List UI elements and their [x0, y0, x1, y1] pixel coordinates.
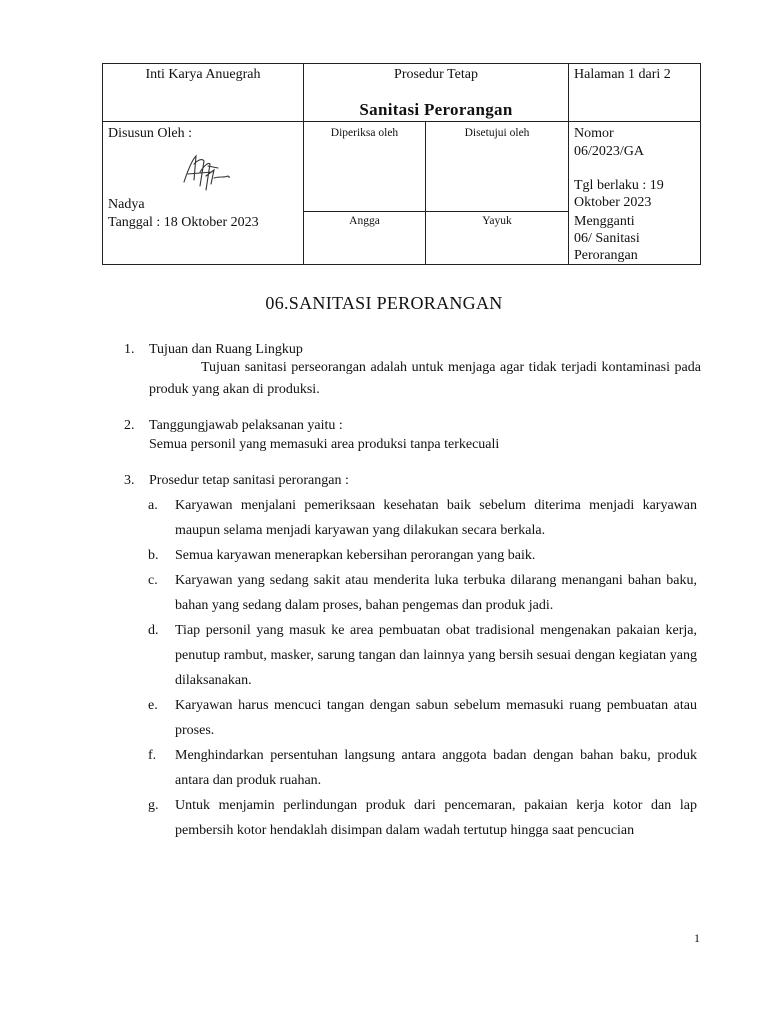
page-info: Halaman 1 dari 2	[574, 67, 671, 82]
list-item: Karyawan yang sedang sakit atau menderita luka terbuka dilarang menangani bahan baku, bahan yang sedang dalam proses, bahan pengemas dan produk jadi.	[175, 573, 697, 613]
doc-type: Prosedur Tetap	[394, 67, 478, 82]
prepared-date: Tanggal : 18 Oktober 2023	[108, 215, 259, 230]
list-item-marker: f.	[148, 748, 157, 763]
page-title: 06.SANITASI PERORANGAN	[265, 293, 503, 313]
list-item-marker: g.	[148, 798, 159, 813]
approved-by-name: Yayuk	[482, 215, 512, 227]
section-heading: Tujuan dan Ruang Lingkup	[149, 342, 303, 357]
table-col-divider	[303, 63, 304, 265]
table-border-top	[102, 63, 701, 64]
section-body: Semua personil yang memasuki area produksi tanpa terkecuali	[149, 437, 500, 452]
section-heading: Tanggungjawab pelaksanan yaitu :	[149, 418, 343, 433]
replaces-line2: 06/ Sanitasi	[574, 231, 640, 246]
table-border-left	[102, 63, 103, 265]
list-item: Semua karyawan menerapkan kebersihan perorangan yang baik.	[175, 548, 536, 563]
table-row-divider	[102, 121, 701, 122]
company-name: Inti Karya Anuegrah	[145, 67, 261, 82]
list-item-marker: e.	[148, 698, 158, 713]
list-item: Untuk menjamin perlindungan produk dari pencemaran, pakaian kerja kotor dan lap pembersih kotor hendaklah disimpan dalam wadah tertutup hingga saat pencucian	[175, 798, 697, 838]
list-item: Karyawan menjalani pemeriksaan kesehatan baik sebelum diterima menjadi karyawan maupun selama menjadi karyawan yang dilakukan secara berkala.	[175, 498, 697, 538]
table-col-divider	[425, 121, 426, 265]
number-value: 06/2023/GA	[574, 144, 644, 159]
prepared-by-label: Disusun Oleh :	[108, 126, 192, 141]
table-border-right	[700, 63, 701, 265]
replaces-line3: Perorangan	[574, 248, 638, 263]
list-item: Karyawan harus mencuci tangan dengan sabun sebelum memasuki ruang pembuatan atau proses.	[175, 698, 697, 738]
approved-by-label: Disetujui oleh	[464, 127, 530, 139]
checked-by-label: Diperiksa oleh	[330, 127, 399, 139]
table-inner-divider	[303, 211, 569, 212]
table-col-divider	[568, 63, 569, 265]
doc-title: Sanitasi Perorangan	[359, 100, 513, 119]
list-item: Tiap personil yang masuk ke area pembuatan obat tradisional mengenakan pakaian kerja, penutup rambut, masker, sarung tangan dan lainnya yang bersih sesuai dengan kegiatan yang dilaksanakan.	[175, 623, 697, 688]
prepared-by-name: Nadya	[108, 197, 145, 212]
page-number: 1	[694, 931, 700, 945]
replaces-line1: Mengganti	[574, 214, 635, 229]
section-body: Tujuan sanitasi perseorangan adalah untuk menjaga agar tidak terjadi kontaminasi pada produk yang akan di produksi.	[149, 360, 701, 397]
list-item-marker: d.	[148, 623, 159, 638]
section-heading: Prosedur tetap sanitasi perorangan :	[149, 473, 349, 488]
valid-date-line1: Tgl berlaku : 19	[574, 178, 664, 193]
list-item-marker: b.	[148, 548, 159, 563]
section-number: 1.	[124, 342, 135, 357]
section-number: 2.	[124, 418, 135, 433]
section-number: 3.	[124, 473, 135, 488]
number-label: Nomor	[574, 126, 614, 141]
list-item-marker: c.	[148, 573, 158, 588]
valid-date-line2: Oktober 2023	[574, 195, 652, 210]
checked-by-name: Angga	[349, 215, 380, 227]
list-item-marker: a.	[148, 498, 158, 513]
list-item: Menghindarkan persentuhan langsung antara anggota badan dengan bahan baku, produk antara dan produk ruahan.	[175, 748, 697, 788]
signature-image	[178, 152, 236, 194]
